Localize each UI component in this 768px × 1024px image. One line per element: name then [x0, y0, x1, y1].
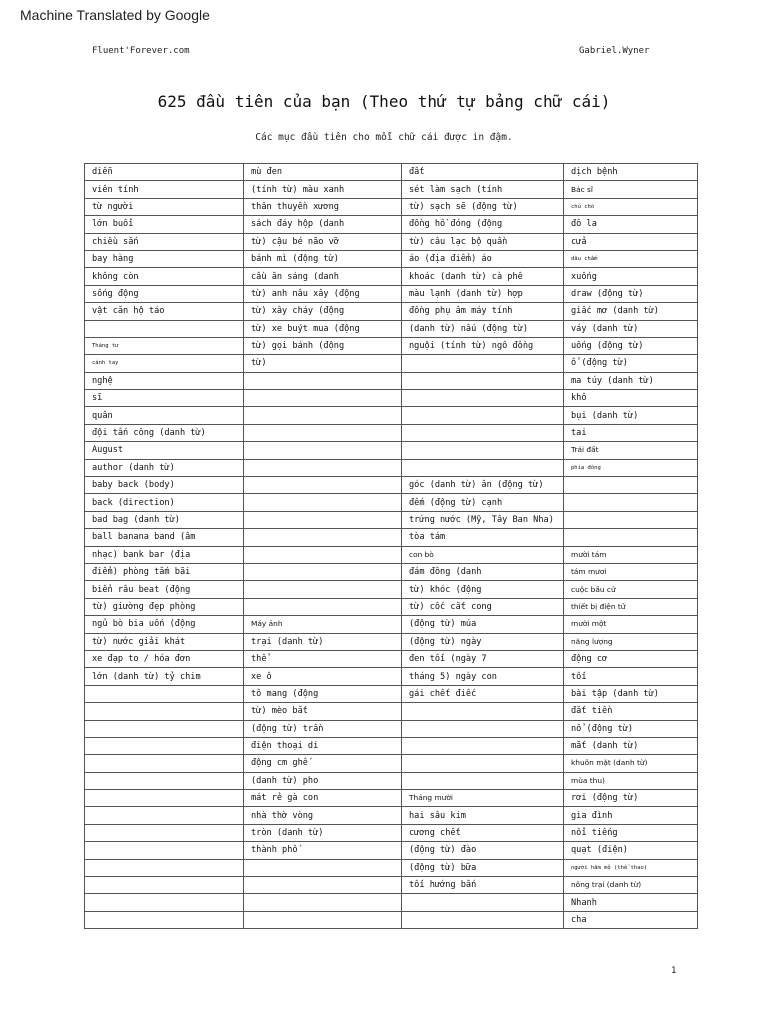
table-cell: từ) mèo bắt: [244, 703, 402, 720]
table-row: [85, 755, 698, 772]
table-cell: [402, 459, 564, 476]
table-cell: [244, 877, 402, 894]
table-cell: [244, 894, 402, 911]
table-row: [85, 320, 698, 337]
table-cell: từ) giường đẹp phòng: [85, 598, 244, 615]
table-cell: tô mang (động: [244, 685, 402, 702]
table-cell: [402, 720, 564, 737]
table-cell: bài tập (danh từ): [564, 685, 698, 702]
page-subtitle: Các mục đầu tiên cho mỗi chữ cái được in đậm.: [255, 132, 513, 143]
table-cell: thiết bị điện tử: [564, 598, 698, 615]
table-cell: đếm (động từ) cạnh: [402, 494, 564, 511]
page-title: 625 đầu tiên của bạn (Theo thứ tự bảng chữ cái): [157, 92, 611, 111]
table-cell: [564, 494, 698, 511]
table-cell: sống động: [85, 285, 244, 302]
table-cell: [85, 824, 244, 841]
table-cell: [402, 424, 564, 441]
table-cell: đô la: [564, 216, 698, 233]
table-cell: bụi (danh từ): [564, 407, 698, 424]
table-cell: cửa: [564, 233, 698, 250]
table-cell: gái chết điếc: [402, 685, 564, 702]
table-row: [85, 877, 698, 894]
table-cell: [244, 390, 402, 407]
table-cell: [85, 320, 244, 337]
table-cell: mười một: [564, 616, 698, 633]
table-cell: tai: [564, 424, 698, 441]
table-cell: [564, 477, 698, 494]
table-cell: [402, 390, 564, 407]
table-row: [85, 598, 698, 615]
table-cell: mát rẻ gà con: [244, 790, 402, 807]
header-author: Gabriel.Wyner: [579, 46, 650, 56]
translation-banner: Machine Translated by Google: [20, 7, 210, 23]
table-cell: nổ (động từ): [564, 720, 698, 737]
table-cell: [85, 703, 244, 720]
table-cell: đội tấn công (danh từ): [85, 424, 244, 441]
table-cell: rơi (động từ): [564, 790, 698, 807]
table-cell: draw (động từ): [564, 285, 698, 302]
table-row: [85, 911, 698, 928]
table-cell: chú chó: [564, 198, 698, 215]
table-row: [85, 685, 698, 702]
table-cell: gia đình: [564, 807, 698, 824]
table-cell: [244, 407, 402, 424]
table-cell: biển râu beat (động: [85, 581, 244, 598]
table-cell: [244, 477, 402, 494]
table-cell: từ) cốc cắt cong: [402, 598, 564, 615]
table-cell: nhạc) bank bar (địa: [85, 546, 244, 563]
table-cell: đen tối (ngày 7: [402, 650, 564, 667]
table-row: [85, 859, 698, 876]
table-cell: author (danh từ): [85, 459, 244, 476]
table-cell: (tính từ) màu xanh: [244, 181, 402, 198]
table-row: [85, 494, 698, 511]
table-cell: ngủ bò bia uốn (động: [85, 616, 244, 633]
table-cell: Máy ảnh: [244, 616, 402, 633]
table-cell: [564, 529, 698, 546]
table-cell: dịch bệnh: [564, 164, 698, 181]
table-cell: [402, 442, 564, 459]
table-cell: cuộc bầu cử: [564, 581, 698, 598]
table-cell: bay hàng: [85, 250, 244, 267]
table-cell: [402, 755, 564, 772]
table-row: [85, 181, 698, 198]
table-cell: mùa thu): [564, 772, 698, 789]
table-cell: [402, 911, 564, 928]
table-cell: quân: [85, 407, 244, 424]
table-cell: Tháng mười: [402, 790, 564, 807]
table-cell: [402, 737, 564, 754]
table-cell: [402, 703, 564, 720]
table-row: [85, 650, 698, 667]
table-cell: đồng hồ đóng (động: [402, 216, 564, 233]
table-cell: diễn: [85, 164, 244, 181]
table-cell: [402, 372, 564, 389]
table-row: [85, 250, 698, 267]
table-cell: từ) xe buýt mua (động: [244, 320, 402, 337]
table-cell: uống (động từ): [564, 337, 698, 354]
table-cell: [564, 511, 698, 528]
table-cell: năng lượng: [564, 633, 698, 650]
table-cell: từ) cậu bé não vỡ: [244, 233, 402, 250]
table-cell: người hâm mộ (thể thao): [564, 859, 698, 876]
table-cell: tròn (danh từ): [244, 824, 402, 841]
table-cell: [402, 355, 564, 372]
table-row: [85, 790, 698, 807]
table-cell: nổi tiếng: [564, 824, 698, 841]
table-row: [85, 477, 698, 494]
table-cell: [85, 720, 244, 737]
table-cell: chiều sắn: [85, 233, 244, 250]
table-row: [85, 407, 698, 424]
table-row: [85, 355, 698, 372]
table-cell: tám mươi: [564, 563, 698, 580]
table-cell: [244, 598, 402, 615]
table-cell: không còn: [85, 268, 244, 285]
table-cell: [244, 911, 402, 928]
table-cell: back (direction): [85, 494, 244, 511]
table-cell: (động từ) bữa: [402, 859, 564, 876]
table-row: [85, 285, 698, 302]
table-cell: từ) nước giải khát: [85, 633, 244, 650]
table-cell: cha: [564, 911, 698, 928]
table-cell: [402, 772, 564, 789]
table-cell: tối: [564, 668, 698, 685]
table-cell: [244, 459, 402, 476]
table-row: [85, 772, 698, 789]
table-cell: ball banana band (âm: [85, 529, 244, 546]
table-cell: nhà thờ vòng: [244, 807, 402, 824]
table-cell: đám đông (danh: [402, 563, 564, 580]
table-cell: [85, 859, 244, 876]
table-cell: [85, 807, 244, 824]
table-row: [85, 390, 698, 407]
table-cell: (danh từ) nấu (động từ): [402, 320, 564, 337]
table-cell: khuôn mặt (danh từ): [564, 755, 698, 772]
header-site: Fluent'Forever.com: [92, 46, 190, 56]
table-row: [85, 529, 698, 546]
table-cell: (danh từ) pho: [244, 772, 402, 789]
table-cell: cương chết: [402, 824, 564, 841]
table-row: [85, 372, 698, 389]
table-cell: [244, 581, 402, 598]
table-cell: viên tính: [85, 181, 244, 198]
table-cell: thành phố: [244, 842, 402, 859]
table-cell: tối hướng bắn: [402, 877, 564, 894]
table-row: [85, 233, 698, 250]
table-cell: [244, 859, 402, 876]
table-cell: ma túy (danh từ): [564, 372, 698, 389]
word-table: [84, 163, 698, 929]
table-row: [85, 633, 698, 650]
table-cell: nông trại (danh từ): [564, 877, 698, 894]
table-cell: tòa tám: [402, 529, 564, 546]
table-row: [85, 198, 698, 215]
table-row: [85, 720, 698, 737]
table-row: [85, 703, 698, 720]
table-cell: Nhanh: [564, 894, 698, 911]
table-cell: thể: [244, 650, 402, 667]
table-cell: (động từ) đào: [402, 842, 564, 859]
table-cell: xuống: [564, 268, 698, 285]
table-cell: [85, 685, 244, 702]
table-cell: (động từ) ngày: [402, 633, 564, 650]
table-cell: [85, 877, 244, 894]
table-row: [85, 581, 698, 598]
table-row: [85, 216, 698, 233]
table-cell: [85, 790, 244, 807]
table-cell: [85, 911, 244, 928]
table-cell: khô: [564, 390, 698, 407]
table-cell: từ): [244, 355, 402, 372]
table-cell: điện thoại di: [244, 737, 402, 754]
table-row: [85, 616, 698, 633]
table-cell: đất: [402, 164, 564, 181]
table-cell: từ) gọi bánh (động: [244, 337, 402, 354]
table-cell: từ) anh nâu xây (động: [244, 285, 402, 302]
table-cell: [402, 894, 564, 911]
table-cell: mắt (danh từ): [564, 737, 698, 754]
table-row: [85, 164, 698, 181]
table-row: [85, 268, 698, 285]
table-cell: động cm ghế: [244, 755, 402, 772]
table-cell: ổ (động từ): [564, 355, 698, 372]
table-cell: xe ô: [244, 668, 402, 685]
table-row: [85, 563, 698, 580]
table-cell: nguội (tính từ) ngô đồng: [402, 337, 564, 354]
table-row: [85, 807, 698, 824]
table-cell: baby back (body): [85, 477, 244, 494]
table-cell: mười tám: [564, 546, 698, 563]
table-cell: xe đạp to / hóa đơn: [85, 650, 244, 667]
table-cell: từ) xây cháy (động: [244, 303, 402, 320]
table-cell: hai sâu kim: [402, 807, 564, 824]
table-cell: sách đáy hộp (danh: [244, 216, 402, 233]
table-cell: khoác (danh từ) cà phê: [402, 268, 564, 285]
table-cell: [85, 842, 244, 859]
table-cell: từ) sạch sẽ (động từ): [402, 198, 564, 215]
table-cell: quạt (điện): [564, 842, 698, 859]
table-cell: [244, 563, 402, 580]
table-cell: đắt tiền: [564, 703, 698, 720]
table-row: [85, 442, 698, 459]
table-cell: giấc mơ (danh từ): [564, 303, 698, 320]
table-cell: cầu ăn sáng (danh: [244, 268, 402, 285]
table-cell: lớn buổi: [85, 216, 244, 233]
table-cell: điểm) phòng tắm bãi: [85, 563, 244, 580]
table-cell: góc (danh từ) ăn (động từ): [402, 477, 564, 494]
table-cell: phía đông: [564, 459, 698, 476]
table-cell: [244, 424, 402, 441]
table-cell: váy (danh từ): [564, 320, 698, 337]
table-cell: [244, 442, 402, 459]
word-table-body: [85, 164, 698, 929]
page-number: 1: [671, 966, 677, 976]
table-row: [85, 824, 698, 841]
table-cell: Bác sĩ: [564, 181, 698, 198]
table-cell: màu lạnh (danh từ) hợp: [402, 285, 564, 302]
table-cell: mù đen: [244, 164, 402, 181]
table-cell: trứng nước (Mỹ, Tây Ban Nha): [402, 511, 564, 528]
table-cell: [244, 494, 402, 511]
table-cell: [244, 372, 402, 389]
table-row: [85, 546, 698, 563]
table-cell: Tháng tư: [85, 337, 244, 354]
table-cell: tháng 5) ngày con: [402, 668, 564, 685]
table-cell: thân thuyền xương: [244, 198, 402, 215]
table-cell: dâu chấm: [564, 250, 698, 267]
table-cell: August: [85, 442, 244, 459]
table-cell: cánh tay: [85, 355, 244, 372]
table-row: [85, 459, 698, 476]
table-cell: từ) câu lạc bộ quần: [402, 233, 564, 250]
table-cell: từ) khóc (động: [402, 581, 564, 598]
table-row: [85, 842, 698, 859]
table-row: [85, 337, 698, 354]
table-cell: [402, 407, 564, 424]
table-cell: [85, 737, 244, 754]
table-row: [85, 303, 698, 320]
table-cell: [85, 772, 244, 789]
table-cell: động cơ: [564, 650, 698, 667]
table-cell: (động từ) múa: [402, 616, 564, 633]
table-cell: trại (danh từ): [244, 633, 402, 650]
table-cell: bánh mì (động từ): [244, 250, 402, 267]
table-cell: sĩ: [85, 390, 244, 407]
table-row: [85, 424, 698, 441]
table-cell: [85, 894, 244, 911]
table-cell: bad bag (danh từ): [85, 511, 244, 528]
table-cell: từ người: [85, 198, 244, 215]
table-cell: [244, 529, 402, 546]
table-row: [85, 668, 698, 685]
table-cell: Trái đất: [564, 442, 698, 459]
table-cell: [85, 755, 244, 772]
table-cell: (động từ) trần: [244, 720, 402, 737]
table-row: [85, 894, 698, 911]
table-cell: [244, 511, 402, 528]
table-cell: áo (địa điểm) áo: [402, 250, 564, 267]
table-row: [85, 511, 698, 528]
table-cell: sét làm sạch (tính: [402, 181, 564, 198]
table-cell: đồng phụ âm máy tính: [402, 303, 564, 320]
table-cell: lớn (danh từ) tỷ chim: [85, 668, 244, 685]
table-cell: vật căn hộ táo: [85, 303, 244, 320]
table-row: [85, 737, 698, 754]
table-cell: con bò: [402, 546, 564, 563]
table-cell: nghệ: [85, 372, 244, 389]
table-cell: [244, 546, 402, 563]
